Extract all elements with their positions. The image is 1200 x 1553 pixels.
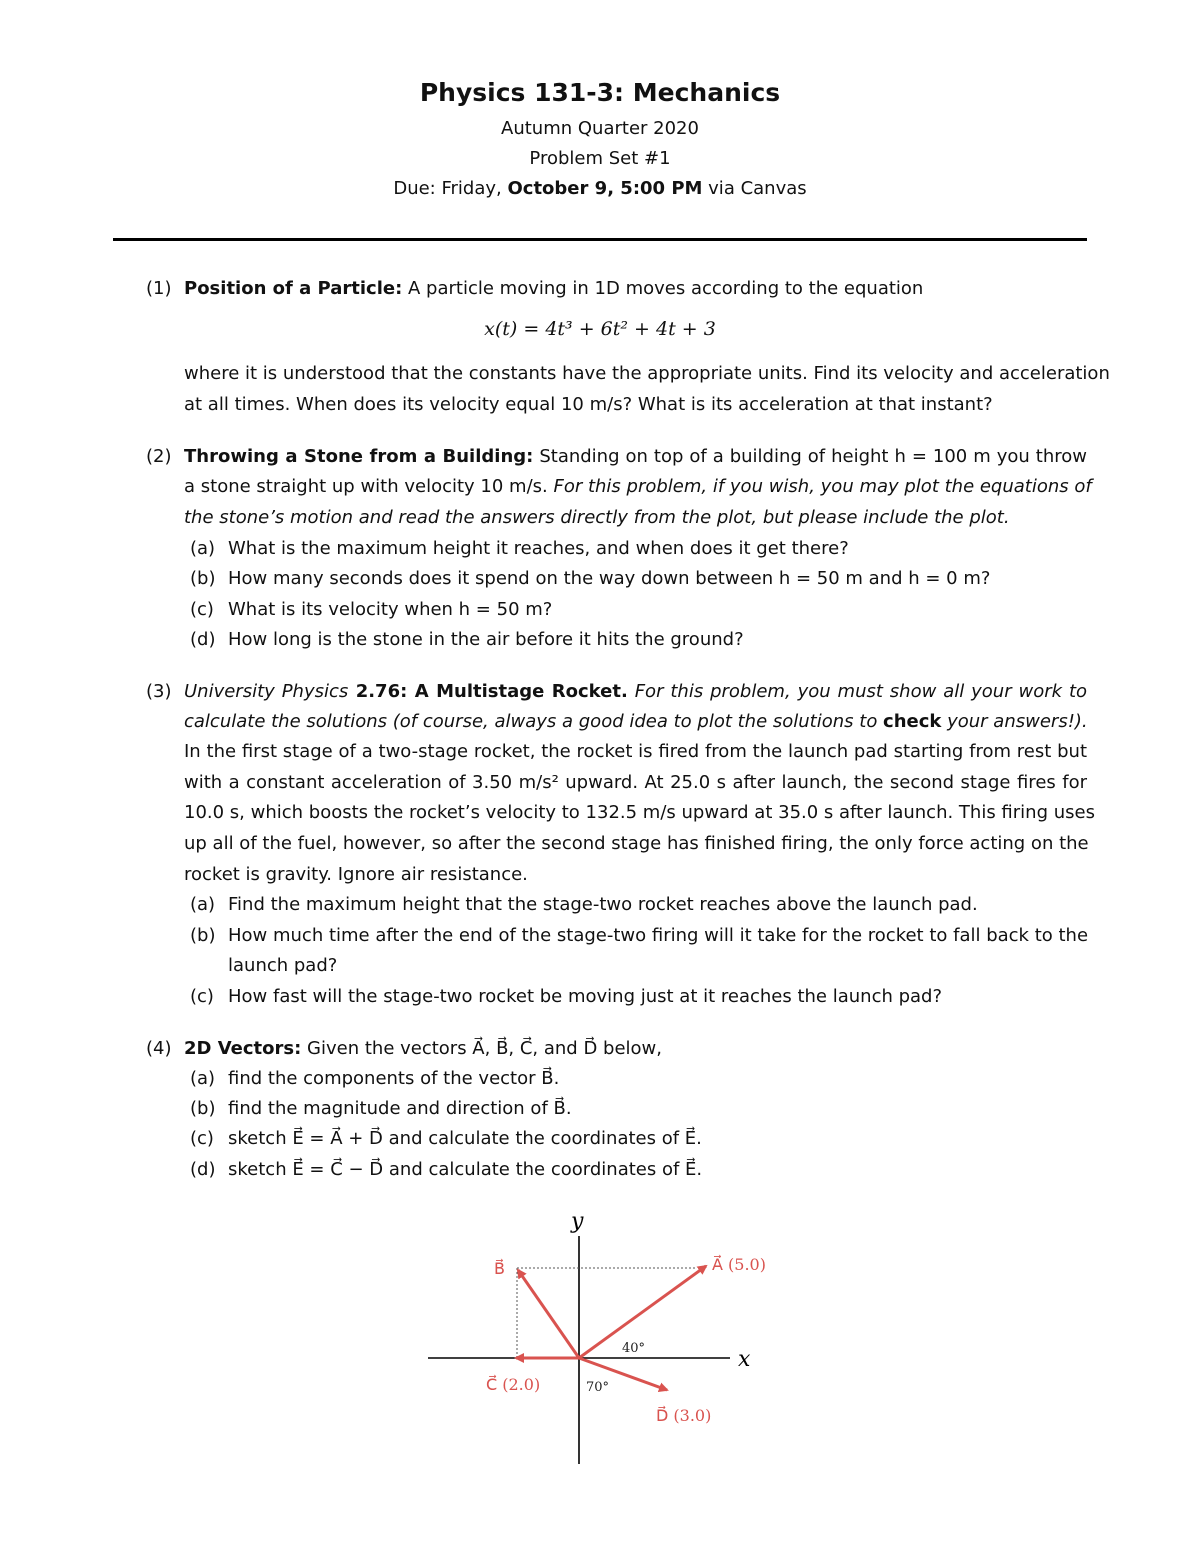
problem-4-number: (4): [146, 1038, 172, 1059]
problem-2-line-2: [184, 476, 1092, 498]
problem-set-line: Problem Set #1: [529, 148, 671, 169]
problem-2-line-3: [184, 507, 1087, 529]
problem-3-part-c-text: How fast will the stage-two rocket be moving just at it reaches the launch pad?: [228, 986, 943, 1007]
vector-a-label: A⃗ (5.0): [712, 1255, 766, 1274]
due-suffix: via Canvas: [702, 178, 807, 199]
header-rule: [113, 238, 1087, 241]
x-axis-label: x: [738, 1347, 751, 1372]
problem-1-equation: x(t) = 4t³ + 6t² + 4t + 3: [484, 318, 716, 340]
problem-3-line-1-italic: For this problem, you must show all your work to: [627, 681, 1088, 702]
problem-4-part-d-label: (d): [190, 1159, 216, 1180]
problem-3-body-2: with a constant acceleration of 3.50 m/s² upward. At 25.0 s after launch, the second stage fires for: [184, 772, 1087, 793]
problem-3-part-b-label: (b): [190, 925, 216, 946]
problem-3-part-b-cont: launch pad?: [228, 955, 338, 976]
angle-a-label: 40°: [622, 1341, 646, 1356]
problem-2-title: Throwing a Stone from a Building:: [184, 446, 534, 467]
problem-3-line-2-italic-b: your answers!).: [941, 711, 1088, 732]
problem-1-number: (1): [146, 278, 172, 299]
problem-2-line-2-plain: a stone straight up with velocity 10 m/s.: [184, 476, 554, 497]
vector-b: [518, 1270, 579, 1358]
problem-2-line-1-text: Standing on top of a building of height h = 100 m you throw: [533, 446, 1087, 467]
problem-3-part-b-text: How much time after the end of the stage-two firing will it take for the rocket to fall back to the: [228, 925, 1089, 946]
problem-4-part-b-text: find the magnitude and direction of B⃗.: [228, 1098, 572, 1119]
vector-diagram: [420, 1200, 780, 1470]
problem-4-part-a-label: (a): [190, 1068, 216, 1089]
problem-4-title: 2D Vectors:: [184, 1038, 302, 1059]
problem-3-part-c-label: (c): [190, 986, 214, 1007]
vector-b-label: B⃗: [494, 1259, 505, 1278]
problem-2-part-a-label: (a): [190, 538, 216, 559]
problem-2-part-d-label: (d): [190, 629, 216, 650]
problem-3-title: 2.76: A Multistage Rocket.: [348, 681, 628, 702]
problem-2-part-d-text: How long is the stone in the air before it hits the ground?: [228, 629, 744, 650]
problem-3-body-1: In the first stage of a two-stage rocket, the rocket is fired from the launch pad starting from rest but: [184, 741, 1087, 762]
angle-d-label: 70°: [586, 1380, 610, 1395]
problem-3-line-1: [184, 681, 1087, 703]
problem-2-line-2-italic: For this problem, if you wish, you may plot the equations of: [553, 476, 1092, 497]
problem-4-part-b-label: (b): [190, 1098, 216, 1119]
problem-3-line-2-bold: check: [883, 711, 942, 732]
problem-1-intro: [184, 278, 1087, 300]
due-prefix: Due: Friday,: [393, 178, 508, 199]
problem-4-part-a-text: find the components of the vector B⃗.: [228, 1068, 560, 1089]
problem-3-part-a-text: Find the maximum height that the stage-two rocket reaches above the launch pad.: [228, 894, 978, 915]
problem-2-part-c-text: What is its velocity when h = 50 m?: [228, 599, 553, 620]
problem-4-part-d-text: sketch E⃗ = C⃗ − D⃗ and calculate the coordinates of E⃗.: [228, 1159, 703, 1180]
problem-2-part-a-text: What is the maximum height it reaches, and when does it get there?: [228, 538, 849, 559]
problem-2-part-b-text: How many seconds does it spend on the way down between h = 50 m and h = 0 m?: [228, 568, 991, 589]
problem-3-part-a-label: (a): [190, 894, 216, 915]
problem-3-book: University Physics: [184, 681, 349, 702]
problem-1-intro-text: A particle moving in 1D moves according to the equation: [402, 278, 924, 299]
problem-3-line-2-italic-a: calculate the solutions (of course, always a good idea to plot the solutions to: [184, 711, 884, 732]
due-date: October 9, 5:00 PM: [507, 178, 703, 199]
problem-3-body-4: up all of the fuel, however, so after the second stage has finished firing, the only force acting on the: [184, 833, 1089, 854]
problem-2-line-3-italic: the stone’s motion and read the answers directly from the plot, but please include the plot.: [184, 507, 1010, 528]
quarter-line: Autumn Quarter 2020: [501, 118, 699, 139]
problem-3-number: (3): [146, 681, 172, 702]
problem-2-number: (2): [146, 446, 172, 467]
problem-2-part-c-label: (c): [190, 599, 214, 620]
problem-2-part-b-label: (b): [190, 568, 216, 589]
problem-4-part-c-label: (c): [190, 1128, 214, 1149]
vector-c-label: C⃗ (2.0): [486, 1375, 541, 1394]
problem-4-intro: [184, 1038, 1087, 1060]
problem-3-body-5: rocket is gravity. Ignore air resistance.: [184, 864, 528, 885]
problem-4-part-c-text: sketch E⃗ = A⃗ + D⃗ and calculate the coordinates of E⃗.: [228, 1128, 702, 1149]
problem-2-line-1: [184, 446, 1087, 468]
problem-1-line-2: where it is understood that the constants have the appropriate units. Find its velocity and acceleration: [184, 363, 1110, 384]
problem-1-line-3: at all times. When does its velocity equal 10 m/s? What is its acceleration at that instant?: [184, 394, 993, 415]
page-title: Physics 131-3: Mechanics: [419, 78, 781, 107]
vector-d-label: D⃗ (3.0): [656, 1406, 712, 1425]
due-line: [0, 178, 1200, 199]
problem-1-title: Position of a Particle:: [184, 278, 403, 299]
problem-3-body-3: 10.0 s, which boosts the rocket’s velocity to 132.5 m/s upward at 35.0 s after launch. This firing uses: [184, 802, 1095, 823]
problem-4-intro-text: Given the vectors A⃗, B⃗, C⃗, and D⃗ below,: [301, 1038, 662, 1059]
y-axis-label: y: [571, 1209, 584, 1234]
problem-3-line-2: [184, 711, 1087, 733]
